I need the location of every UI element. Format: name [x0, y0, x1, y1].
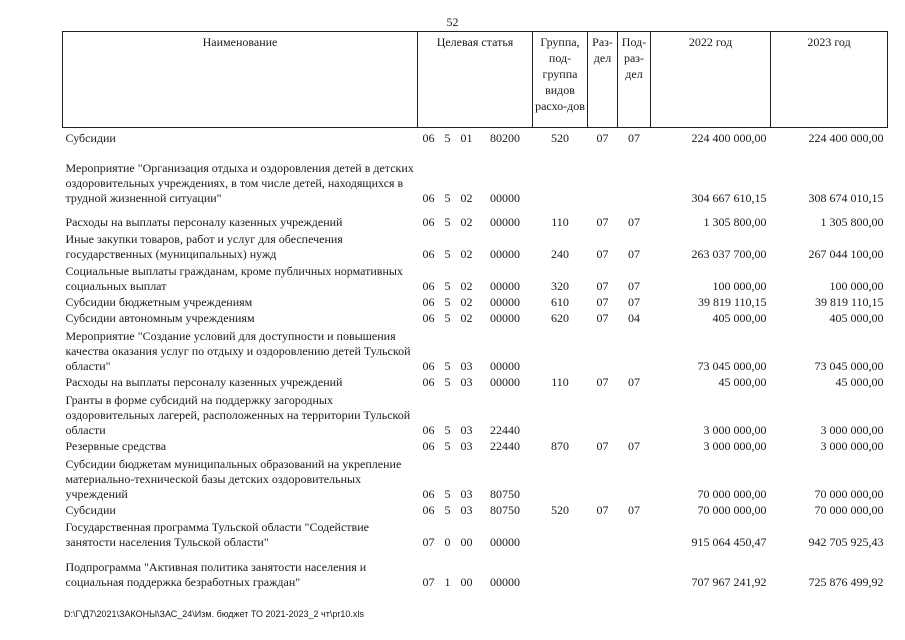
table-row	[63, 502, 888, 518]
row-section: 07	[596, 246, 609, 261]
row-code-d: 00000	[490, 374, 520, 389]
row-code-d: 00000	[490, 534, 520, 549]
row-code-d: 00000	[490, 190, 520, 205]
row-2023: 70 000 000,00	[814, 502, 884, 517]
row-2023: 3 000 000,00	[820, 438, 884, 453]
row-code-d: 22440	[490, 422, 520, 437]
row-code-c: 02	[460, 214, 473, 229]
row-2022: 3 000 000,00	[703, 422, 767, 437]
row-2022: 707 967 241,92	[691, 574, 767, 589]
row-code-d: 00000	[490, 214, 520, 229]
row-subsection: 07	[628, 214, 641, 229]
row-group	[533, 454, 588, 502]
row-group: 870	[551, 438, 570, 453]
page-number: 52	[446, 15, 459, 29]
row-code-b: 5	[444, 422, 451, 437]
header-target: Целевая статья	[418, 32, 533, 128]
row-subsection: 07	[628, 438, 641, 453]
row-2022: 70 000 000,00	[697, 502, 767, 517]
row-name: Подпрограмма "Активная политика занятости населения и социальная поддержка безработных граждан"	[65, 559, 367, 589]
row-subsection: 07	[628, 294, 641, 309]
table-row	[63, 146, 888, 206]
row-name: Мероприятие "Организация отдыха и оздоровления детей в детских оздоровительных учреждениях, в том числе детей, находящихся в трудной жизненной ситуации"	[65, 160, 414, 205]
row-subsection	[618, 326, 651, 374]
row-2022: 73 045 000,00	[697, 358, 767, 373]
row-subsection	[618, 518, 651, 550]
row-code-b: 5	[444, 294, 451, 309]
header-section: Раз-дел	[588, 32, 618, 128]
row-section: 07	[596, 294, 609, 309]
row-group: 110	[551, 374, 569, 389]
row-section	[588, 550, 618, 590]
row-code-c: 02	[460, 246, 473, 261]
row-code-c: 02	[460, 294, 473, 309]
row-group	[533, 550, 588, 590]
row-code-b: 5	[444, 310, 451, 325]
row-subsection: 07	[628, 502, 641, 517]
row-code-b: 1	[444, 574, 451, 589]
row-section: 07	[596, 130, 609, 145]
table-row	[63, 374, 888, 390]
row-group	[533, 518, 588, 550]
row-2022: 45 000,00	[718, 374, 767, 389]
table-row	[63, 518, 888, 550]
row-code-c: 02	[460, 190, 473, 205]
row-section	[588, 454, 618, 502]
row-code-c: 03	[460, 486, 473, 501]
row-2022: 70 000 000,00	[697, 486, 767, 501]
row-name: Субсидии	[65, 130, 116, 145]
row-code-d: 00000	[490, 278, 520, 293]
row-2022: 224 400 000,00	[691, 130, 767, 145]
row-code-c: 03	[460, 438, 473, 453]
table-row	[63, 230, 888, 262]
row-code-d: 00000	[490, 294, 520, 309]
row-group: 110	[551, 214, 569, 229]
row-name: Иные закупки товаров, работ и услуг для обеспечения государственных (муниципальных) нужд	[65, 231, 343, 261]
row-section	[588, 146, 618, 206]
row-2023: 73 045 000,00	[814, 358, 884, 373]
row-code-c: 00	[460, 574, 473, 589]
row-name: Субсидии автономным учреждениям	[65, 310, 255, 325]
row-2023: 308 674 010,15	[808, 190, 884, 205]
row-code-d: 80750	[490, 486, 520, 501]
row-subsection: 07	[628, 246, 641, 261]
row-code-a: 06	[422, 502, 435, 517]
row-group	[533, 146, 588, 206]
row-section: 07	[596, 278, 609, 293]
row-2023: 405 000,00	[829, 310, 884, 325]
budget-table	[62, 31, 888, 590]
row-subsection: 07	[628, 278, 641, 293]
row-code-b: 5	[444, 374, 451, 389]
row-code-c: 00	[460, 534, 473, 549]
table-row	[63, 326, 888, 374]
table-row	[63, 454, 888, 502]
row-code-a: 07	[422, 574, 435, 589]
table-row	[63, 294, 888, 310]
row-name: Расходы на выплаты персоналу казенных учреждений	[65, 374, 343, 389]
table-row	[63, 128, 888, 146]
row-subsection: 07	[628, 374, 641, 389]
row-subsection	[618, 454, 651, 502]
table-row	[63, 310, 888, 326]
row-2023: 100 000,00	[829, 278, 884, 293]
row-code-b: 5	[444, 246, 451, 261]
row-name: Субсидии	[65, 502, 116, 517]
row-code-d: 00000	[490, 246, 520, 261]
row-section	[588, 518, 618, 550]
header-name: Наименование	[63, 32, 418, 128]
row-code-a: 06	[422, 190, 435, 205]
row-code-a: 06	[422, 438, 435, 453]
row-code-c: 02	[460, 278, 473, 293]
row-code-b: 5	[444, 190, 451, 205]
row-name: Субсидии бюджетным учреждениям	[65, 294, 253, 309]
row-code-c: 03	[460, 358, 473, 373]
row-code-b: 5	[444, 438, 451, 453]
row-group	[533, 390, 588, 438]
row-code-c: 03	[460, 422, 473, 437]
row-section: 07	[596, 438, 609, 453]
row-name: Гранты в форме субсидий на поддержку загородных оздоровительных лагерей, расположенных на территории Тульской области	[65, 392, 411, 437]
header-subsection: Под-раз-дел	[618, 32, 651, 128]
row-name: Мероприятие "Создание условий для доступности и повышения качества оказания услуг по отдыху и оздоровлению детей Тульской области"	[65, 328, 411, 373]
header-2022: 2022 год	[651, 32, 771, 128]
header-group: Группа, под-группа видов расхо-дов	[533, 32, 588, 128]
row-subsection	[618, 390, 651, 438]
row-group: 620	[551, 310, 570, 325]
row-2023: 3 000 000,00	[820, 422, 884, 437]
table-row	[63, 390, 888, 438]
row-2023: 267 044 100,00	[808, 246, 884, 261]
file-path-footer: D:\Г\Д7\2021\ЗАКОНЫ\ЗАС_24\Изм. бюджет ТО 2021-2023_2 чт\pr10.xls	[64, 609, 364, 619]
row-code-a: 06	[422, 130, 435, 145]
row-code-a: 06	[422, 374, 435, 389]
row-subsection: 04	[628, 310, 641, 325]
row-2022: 3 000 000,00	[703, 438, 767, 453]
row-2023: 39 819 110,15	[814, 294, 884, 309]
row-group: 520	[551, 130, 570, 145]
row-subsection	[618, 146, 651, 206]
row-2023: 1 305 800,00	[820, 214, 884, 229]
row-2022: 263 037 700,00	[691, 246, 767, 261]
row-2023: 45 000,00	[835, 374, 884, 389]
row-code-c: 03	[460, 502, 473, 517]
row-code-d: 00000	[490, 358, 520, 373]
row-group: 610	[551, 294, 570, 309]
row-section: 07	[596, 214, 609, 229]
row-code-b: 5	[444, 130, 451, 145]
table-row	[63, 262, 888, 294]
row-section	[588, 326, 618, 374]
row-name: Расходы на выплаты персоналу казенных учреждений	[65, 214, 343, 229]
row-code-c: 02	[460, 310, 473, 325]
row-code-b: 0	[444, 534, 451, 549]
row-code-a: 06	[422, 246, 435, 261]
row-section	[588, 390, 618, 438]
table-row	[63, 438, 888, 454]
row-group: 520	[551, 502, 570, 517]
row-section: 07	[596, 374, 609, 389]
row-group: 240	[551, 246, 570, 261]
row-code-a: 06	[422, 358, 435, 373]
row-2022: 915 064 450,47	[691, 534, 767, 549]
row-code-a: 07	[422, 534, 435, 549]
row-code-c: 01	[460, 130, 473, 145]
row-code-b: 5	[444, 278, 451, 293]
row-code-d: 80200	[490, 130, 520, 145]
row-section: 07	[596, 310, 609, 325]
row-2023: 942 705 925,43	[808, 534, 884, 549]
row-name: Субсидии бюджетам муниципальных образований на укрепление материально-технической базы детских оздоровительных учреждений	[65, 456, 402, 501]
row-section: 07	[596, 502, 609, 517]
row-subsection	[618, 550, 651, 590]
row-code-a: 06	[422, 486, 435, 501]
row-group: 320	[551, 278, 570, 293]
row-code-a: 06	[422, 214, 435, 229]
row-code-b: 5	[444, 486, 451, 501]
row-code-d: 00000	[490, 574, 520, 589]
row-subsection: 07	[628, 130, 641, 145]
row-2023: 70 000 000,00	[814, 486, 884, 501]
row-2022: 1 305 800,00	[703, 214, 767, 229]
row-code-a: 06	[422, 310, 435, 325]
row-code-d: 80750	[490, 502, 520, 517]
table-row	[63, 550, 888, 590]
row-2022: 304 667 610,15	[691, 190, 767, 205]
row-code-b: 5	[444, 502, 451, 517]
row-name: Социальные выплаты гражданам, кроме публичных нормативных социальных выплат	[65, 263, 403, 293]
row-code-b: 5	[444, 358, 451, 373]
row-code-d: 00000	[490, 310, 520, 325]
row-code-a: 06	[422, 294, 435, 309]
table-header-row	[63, 32, 888, 128]
row-2023: 224 400 000,00	[808, 130, 884, 145]
row-group	[533, 326, 588, 374]
row-2022: 39 819 110,15	[697, 294, 767, 309]
header-2023: 2023 год	[771, 32, 888, 128]
row-2023: 725 876 499,92	[808, 574, 884, 589]
row-2022: 100 000,00	[712, 278, 767, 293]
row-name: Резервные средства	[65, 438, 167, 453]
row-name: Государственная программа Тульской области "Содействие занятости населения Тульской области"	[65, 519, 369, 549]
row-2022: 405 000,00	[712, 310, 767, 325]
table-row	[63, 206, 888, 230]
row-code-c: 03	[460, 374, 473, 389]
row-code-b: 5	[444, 214, 451, 229]
row-code-a: 06	[422, 278, 435, 293]
row-code-d: 22440	[490, 438, 520, 453]
row-code-a: 06	[422, 422, 435, 437]
